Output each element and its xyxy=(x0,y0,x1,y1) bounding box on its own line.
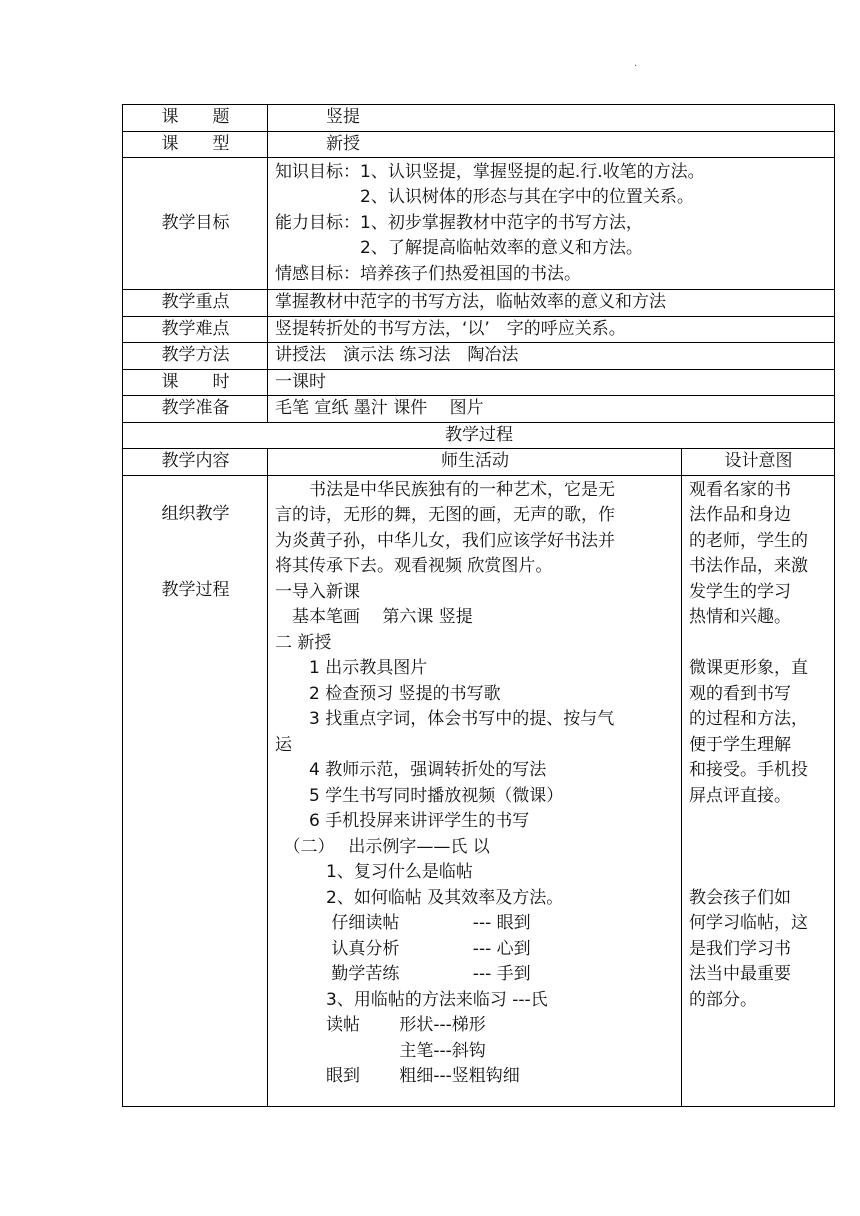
activity-line: 3、用临帖的方法来临习 ---氏 xyxy=(275,989,548,1010)
goal-line: 2、认识树体的形态与其在字中的位置关系。 xyxy=(275,187,694,208)
type-label: 课 型 xyxy=(123,131,268,158)
intent-line: 是我们学习书 xyxy=(689,938,791,959)
intent-line: 发学生的学习 xyxy=(689,581,791,602)
intent-line: 教会孩子们如 xyxy=(689,887,791,908)
intent-line: 热情和兴趣。 xyxy=(689,607,791,627)
activity-line: 4 教师示范，强调转折处的写法 xyxy=(275,760,547,780)
methods-label: 教学方法 xyxy=(123,343,268,370)
content-item xyxy=(130,527,261,553)
page-dot: . xyxy=(634,58,638,69)
methods-value: 讲授法 演示法 练习法 陶冶法 xyxy=(268,343,835,370)
activity-line: 二 新授 xyxy=(275,632,332,653)
activity-line: 运 xyxy=(275,734,292,755)
goals-value xyxy=(268,158,835,290)
type-value: 新授 xyxy=(268,131,835,158)
content-item: 教学过程 xyxy=(161,580,230,600)
preparation-label: 教学准备 xyxy=(123,396,268,423)
intent-line xyxy=(689,835,828,861)
preparation-value: 毛笔 宣纸 墨汁 课件 图片 xyxy=(268,396,835,423)
intent-line: 屏点评直接。 xyxy=(689,785,791,806)
intent-line: 观看名家的书 xyxy=(689,479,791,500)
activity-column xyxy=(268,475,682,1106)
goal-line: 2、了解提高临帖效率的意义和方法。 xyxy=(275,238,643,259)
intent-line xyxy=(689,860,828,886)
activity-line: 眼到 粗细---竖粗钩细 xyxy=(275,1066,520,1086)
topic-label: 课 题 xyxy=(123,105,268,132)
intent-line xyxy=(689,809,828,835)
topic-value: 竖提 xyxy=(268,105,835,132)
activity-line: 将其传承下去。观看视频 欣赏图片。 xyxy=(275,556,553,576)
difficulties-label: 教学难点 xyxy=(123,316,268,343)
content-item xyxy=(130,553,261,579)
activity-line: （二） 出示例字——氏 以 xyxy=(275,836,490,857)
activity-line: 1、复习什么是临帖 xyxy=(275,862,473,882)
activity-line: 为炎黄子孙，中华儿女，我们应该学好书法并 xyxy=(275,530,615,551)
activity-line: 基本笔画 第六课 竖提 xyxy=(275,607,473,627)
header-intent: 设计意图 xyxy=(682,449,835,476)
activity-line: 5 学生书写同时播放视频（微课） xyxy=(275,785,564,806)
header-content: 教学内容 xyxy=(123,449,268,476)
activity-line: 仔细读帖 --- 眼到 xyxy=(275,913,531,933)
difficulties-value: 竖提转折处的书写方法，‘以’ 字的呼应关系。 xyxy=(268,316,835,343)
activity-line: 2、如何临帖 及其效率及方法。 xyxy=(275,887,564,908)
content-column xyxy=(123,475,268,1106)
activity-line: 2 检查预习 竖提的书写歌 xyxy=(275,683,501,704)
activity-line: 言的诗，无形的舞，无图的画，无声的歌，作 xyxy=(275,505,615,525)
header-activity: 师生活动 xyxy=(268,449,682,476)
intent-line: 的老师，学生的 xyxy=(689,530,808,551)
goals-label: 教学目标 xyxy=(123,158,268,290)
intent-line: 和接受。手机投 xyxy=(689,760,808,780)
intent-column xyxy=(682,475,835,1106)
goal-line: 能力目标：1、初步掌握教材中范字的书写方法， xyxy=(275,212,643,233)
intent-line xyxy=(689,631,828,657)
key-points-label: 教学重点 xyxy=(123,290,268,317)
duration-label: 课 时 xyxy=(123,369,268,396)
activity-line: 书法是中华民族独有的一种艺术，它是无 xyxy=(275,479,615,500)
intent-line: 书法作品，来激 xyxy=(689,556,808,576)
intent-line: 的部分。 xyxy=(689,989,757,1010)
lesson-plan-table xyxy=(122,104,835,1107)
goal-line: 知识目标：1、认识竖提，掌握竖提的起.行.收笔的方法。 xyxy=(275,161,705,182)
intent-line: 的过程和方法， xyxy=(689,709,808,729)
process-title: 教学过程 xyxy=(123,422,835,449)
intent-line: 微课更形象，直 xyxy=(689,658,808,678)
key-points-value: 掌握教材中范字的书写方法，临帖效率的意义和方法 xyxy=(268,290,835,317)
activity-line: 1 出示教具图片 xyxy=(275,658,428,678)
intent-line: 便于学生理解 xyxy=(689,734,791,755)
activity-line: 勤学苦练 --- 手到 xyxy=(275,964,531,984)
intent-line: 法作品和身边 xyxy=(689,505,791,525)
duration-value: 一课时 xyxy=(268,369,835,396)
goal-line: 情感目标：培养孩子们热爱祖国的书法。 xyxy=(275,263,581,284)
activity-line: 读帖 形状---梯形 xyxy=(275,1015,486,1035)
activity-line: 一导入新课 xyxy=(275,581,360,602)
activity-line: 主笔---斜钩 xyxy=(275,1040,486,1061)
intent-line: 何学习临帖，这 xyxy=(689,913,808,933)
activity-line: 6 手机投屏来讲评学生的书写 xyxy=(275,811,530,831)
activity-line: 3 找重点字词，体会书写中的提、按与气 xyxy=(275,709,615,729)
intent-line: 法当中最重要 xyxy=(689,964,791,984)
intent-line: 观的看到书写 xyxy=(689,683,791,704)
content-item: 组织教学 xyxy=(161,503,230,524)
activity-line: 认真分析 --- 心到 xyxy=(275,938,531,959)
